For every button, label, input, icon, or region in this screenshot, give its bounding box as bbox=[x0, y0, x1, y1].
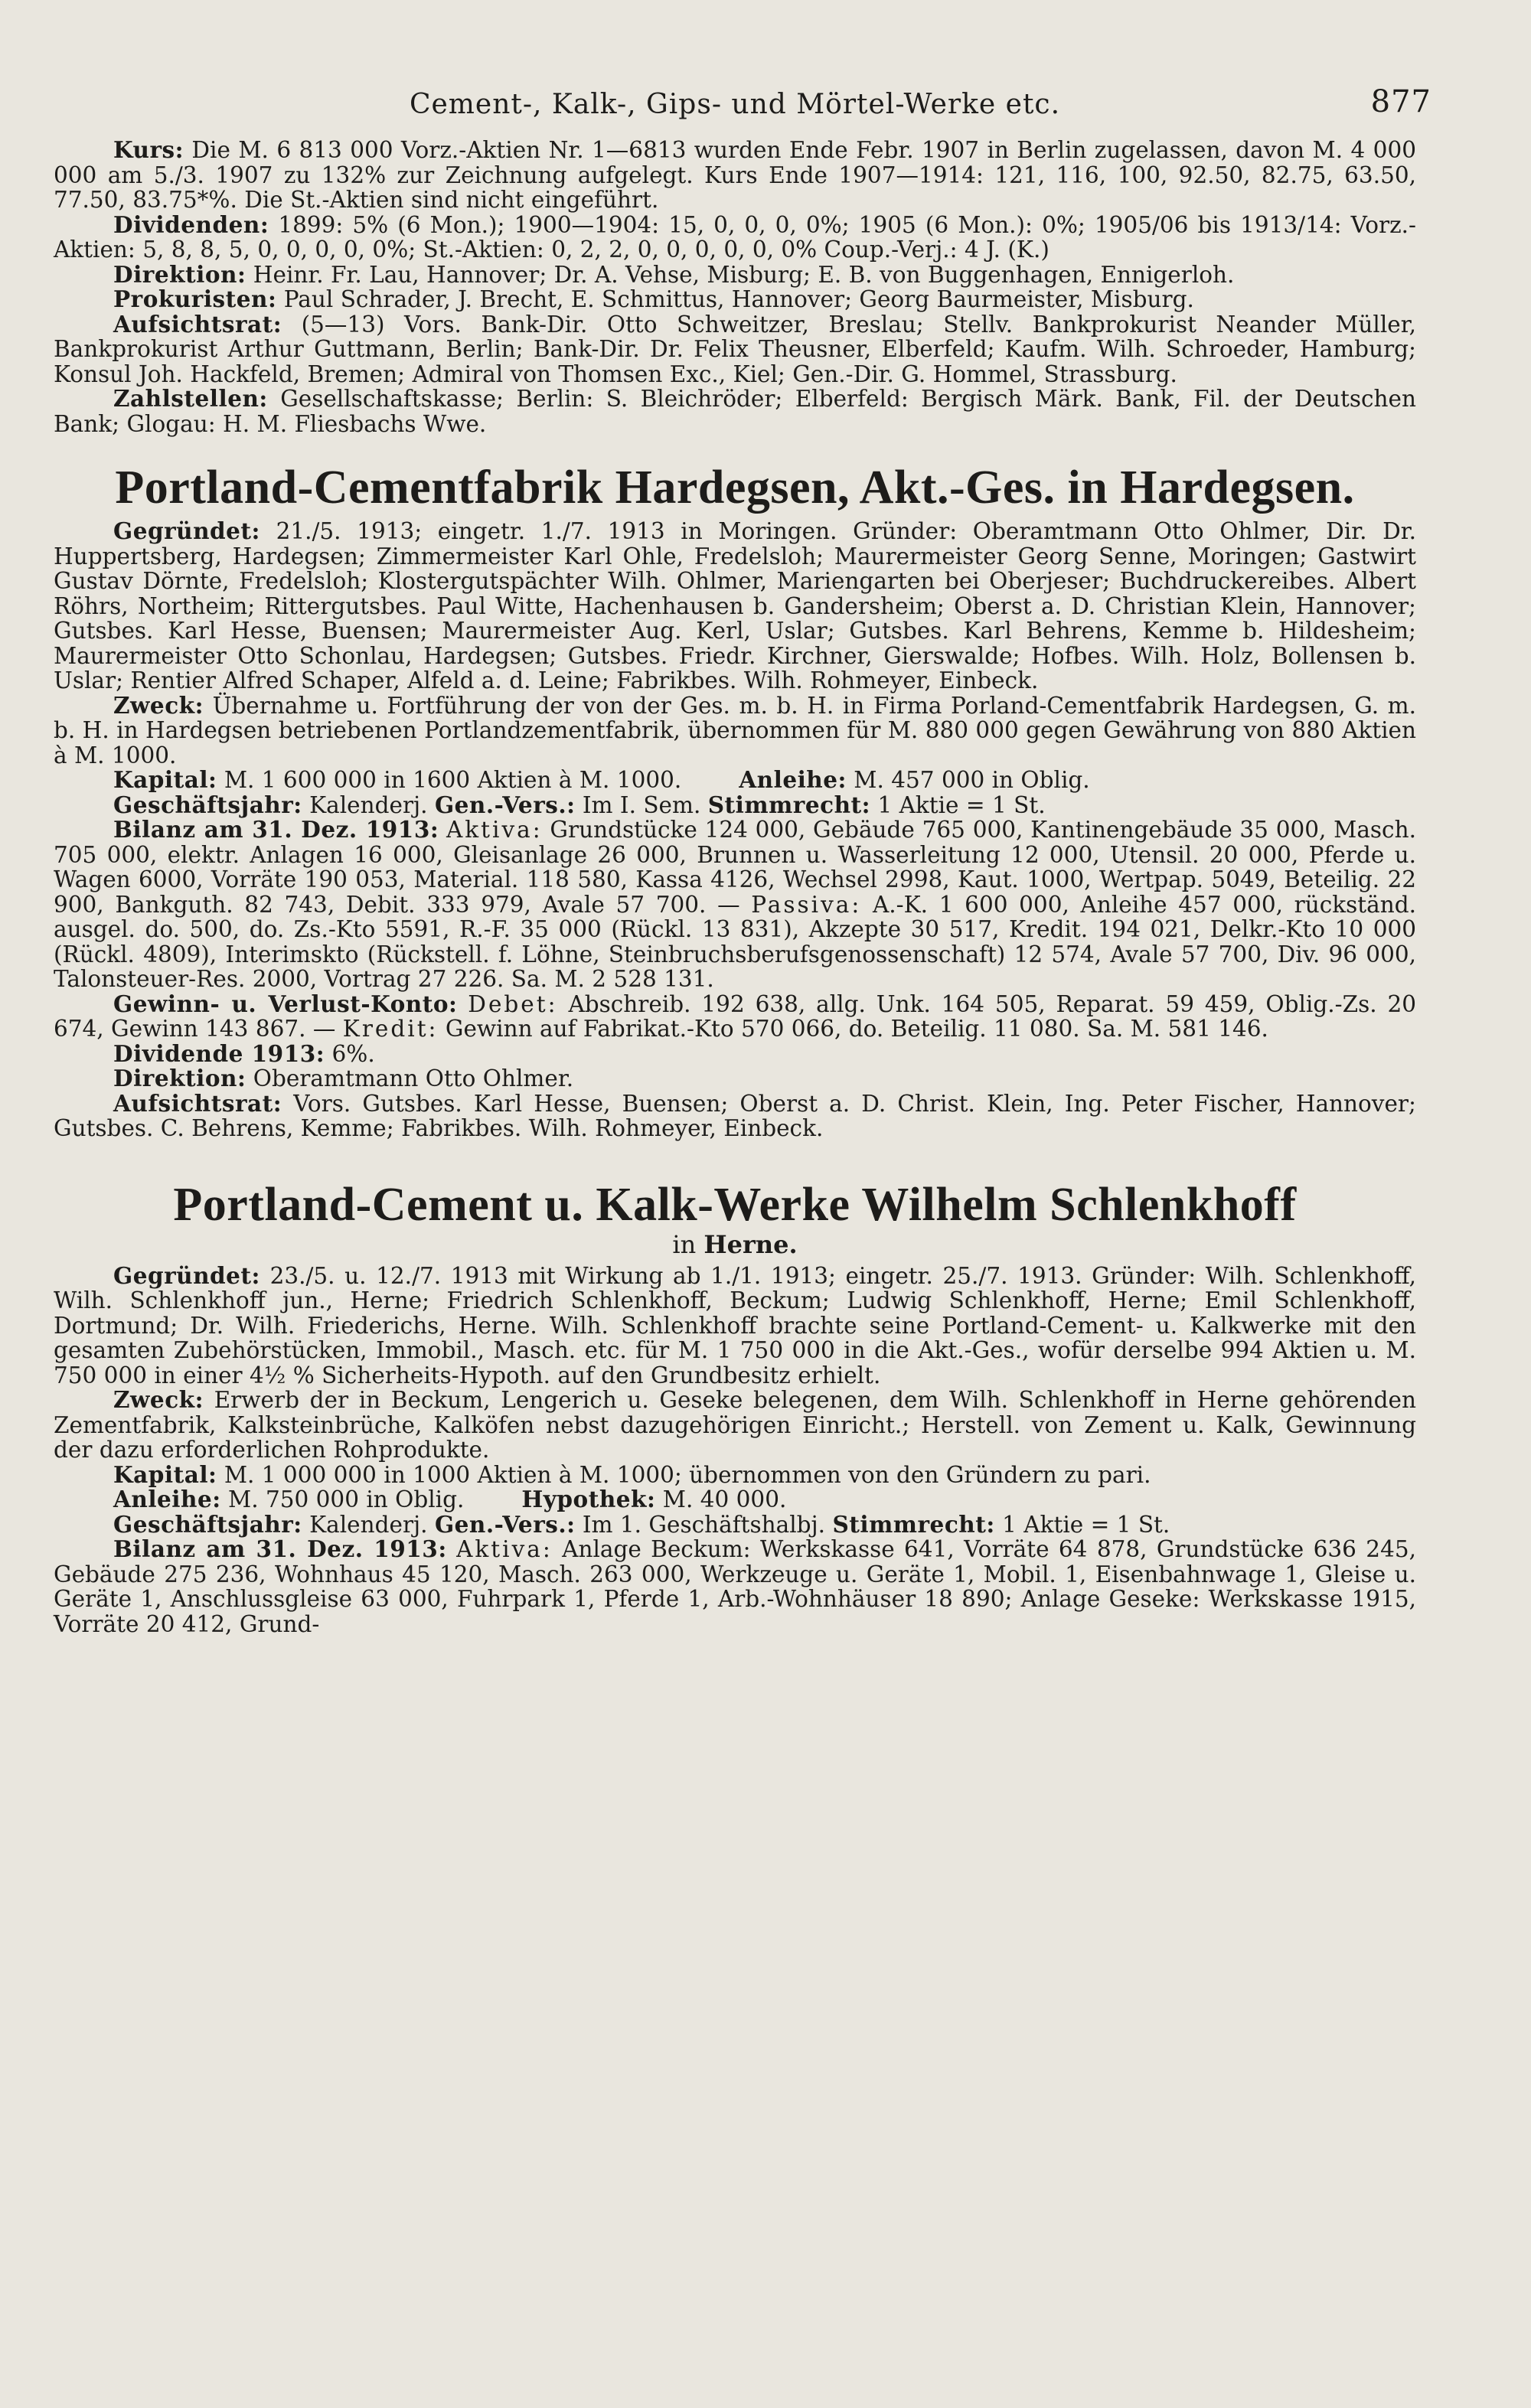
label-kapital-schlenkhoff: Kapital: bbox=[113, 1460, 217, 1488]
paragraph-dividenden bbox=[54, 210, 1416, 263]
text-aufsichtsrat: (5—13) Vors. Bank-Dir. Otto Schweitzer, Breslau; Stellv. Bankprokurist Neander Müller, Bankprokurist Arthur Guttmann, Berlin; Bank-Dir. Dr. Felix Theusner, Elberfeld; Kaufm. Wilh. Schroeder, Hamburg; Konsul Joh. Hackfeld, Bremen; Admiral von Thomsen Exc., Kiel; Gen.-Dir. G. Hommel, Strassburg. bbox=[54, 311, 1416, 387]
paragraph-dividende bbox=[54, 1039, 1416, 1067]
subtitle-prefix: in bbox=[672, 1229, 697, 1259]
text-geschaeftsjahr-schlenkhoff: Kalenderj. bbox=[309, 1511, 428, 1538]
label-gegruendet: Gegründet: bbox=[113, 517, 260, 544]
text-gegruendet: 21./5. 1913; eingetr. 1./7. 1913 in Moringen. Gründer: Oberamtmann Otto Ohlmer, Dir. Dr. Huppertsberg, Hardegsen; Zimmermeister Karl Ohle, Fredelsloh; Maurermeister Georg Senne, Moringen; Gastwirt Gustav Dörnte, Fredelsloh; Klostergutspächter Wilh. Ohlmer, Mariengarten bei Oberjeser; Buchdruckereibes. Albert Röhrs, Northeim; Rittergutsbes. Paul Witte, Hachenhausen b. Gandersheim; Oberst a. D. Christian Klein, Hannover; Gutsbes. Karl Hesse, Buensen; Maurermeister Aug. Kerl, Uslar; Gutsbes. Karl Behrens, Kemme b. Hildesheim; Maurermeister Otto Schonlau, Hardegsen; Gutsbes. Friedr. Kirchner, Gierswalde; Hofbes. Wilh. Holz, Bollensen b. Uslar; Rentier Alfred Schaper, Alfeld a. d. Leine; Fabrikbes. Wilh. Rohmeyer, Einbeck. bbox=[54, 518, 1416, 693]
label-stimmrecht-schlenkhoff: Stimmrecht: bbox=[832, 1510, 995, 1538]
page-number: 877 bbox=[1370, 84, 1431, 119]
label-passiva: Passiva: bbox=[751, 891, 862, 918]
label-zweck-schlenkhoff: Zweck: bbox=[113, 1386, 204, 1413]
text-anleihe-schlenkhoff: M. 750 000 in Oblig. bbox=[228, 1486, 465, 1512]
paragraph-kapital-schlenkhoff bbox=[54, 1460, 1416, 1488]
text-zweck: Übernahme u. Fortführung der von der Ges. m. b. H. in Firma Porland-Cementfabrik Hardegsen, G. m. b. H. in Hardegsen betriebenen Portlandzementfabrik, übernommen für M. 880 000 gegen Gewährung von 880 Aktien à M. 1000. bbox=[54, 692, 1416, 768]
subtitle-place: Herne. bbox=[703, 1229, 798, 1259]
label-gegruendet-schlenkhoff: Gegründet: bbox=[113, 1261, 260, 1289]
running-head-title: Cement-, Kalk-, Gips- und Mörtel-Werke etc. bbox=[409, 89, 1061, 120]
text-zahlstellen: Gesellschaftskasse; Berlin: S. Bleichröder; Elberfeld: Bergisch Märk. Bank, Fil. der Deutschen Bank; Glogau: H. M. Fliesbachs Wwe. bbox=[54, 386, 1416, 437]
paragraph-anleihe-schlenkhoff bbox=[54, 1487, 1416, 1512]
label-debet: Debet: bbox=[468, 990, 558, 1017]
label-kredit: Kredit: bbox=[342, 1016, 439, 1042]
text-kurs: Die M. 6 813 000 Vorz.-Aktien Nr. 1—6813 wurden Ende Febr. 1907 in Berlin zugelassen, davon M. 4 000 000 am 5./3. 1907 zu 132% zur Zeichnung aufgelegt. Kurs Ende 1907—1914: 121, 116, 100, 92.50, 82.75, 63.50, 77.50, 83.75*%. Die St.-Aktien sind nicht eingeführt. bbox=[54, 137, 1416, 213]
paragraph-gegruendet-schlenkhoff bbox=[54, 1261, 1416, 1388]
text-kapital: M. 1 600 000 in 1600 Aktien à M. 1000. bbox=[224, 767, 682, 793]
label-dividende: Dividende 1913: bbox=[113, 1039, 325, 1067]
paragraph-geschaeftsjahr bbox=[54, 793, 1416, 818]
paragraph-gegruendet bbox=[54, 519, 1416, 693]
text-passiva: A.-K. 1 600 000, Anleihe 457 000, rückständ. ausgel. do. 500, do. Zs.-Kto 5591, R.-F. 35 000 (Rückl. 13 831), Akzepte 30 517, Kredit. 194 021, Delkr.-Kto 10 000 (Rückl. 4809), Interimskto (Rückstell. f. Löhne, Steinbruchsberufsgenossenschaft) 12 574, Avale 57 700, Div. 96 000, Talonsteuer-Res. 2000, Vortrag 27 226. Sa. M. 2 528 131. bbox=[54, 891, 1416, 992]
text-zweck-schlenkhoff: Erwerb der in Beckum, Lengerich u. Geseke belegenen, dem Wilh. Schlenkhoff in Herne gehörenden Zementfabrik, Kalksteinbrüche, Kalköfen nebst dazugehörigen Einricht.; Herstell. von Zement u. Kalk, Gewinnung der dazu erforderlichen Rohprodukte. bbox=[54, 1387, 1416, 1463]
section-hardegsen bbox=[54, 462, 1416, 1141]
paragraph-gewinn bbox=[54, 992, 1416, 1042]
label-dividenden: Dividenden: bbox=[113, 210, 269, 238]
text-stimmrecht-schlenkhoff: 1 Aktie = 1 St. bbox=[1002, 1511, 1170, 1538]
label-zahlstellen: Zahlstellen: bbox=[113, 385, 268, 412]
company-title-hardegsen: Portland-Cementfabrik Hardegsen, Akt.-Ges. in Hardegsen. bbox=[115, 462, 1355, 514]
paragraph-aufsichtsrat bbox=[54, 312, 1416, 387]
paragraph-geschaeftsjahr-schlenkhoff bbox=[54, 1512, 1416, 1538]
text-dividende: 6%. bbox=[331, 1040, 375, 1067]
label-aktiva: Aktiva: bbox=[446, 817, 543, 843]
label-anleihe-schlenkhoff: Anleihe: bbox=[113, 1486, 221, 1512]
label-kapital: Kapital: bbox=[113, 766, 217, 793]
paragraph-bilanz bbox=[54, 817, 1416, 992]
label-bilanz: Bilanz am 31. Dez. 1913: bbox=[113, 816, 439, 843]
text-gegruendet-schlenkhoff: 23./5. u. 12./7. 1913 mit Wirkung ab 1./1. 1913; eingetr. 25./7. 1913. Gründer: Wilh. Schlenkhoff, Wilh. Schlenkhoff jun., Herne; Friedrich Schlenkhoff, Beckum; Ludwig Schlenkhoff, Herne; Emil Schlenkhoff, Dortmund; Dr. Wilh. Friederichs, Herne. Wilh. Schlenkhoff brachte seine Portland-Cement- u. Kalkwerke mit den gesamten Zubehörstücken, Immobil., Masch. etc. für M. 1 750 000 in die Akt.-Ges., wofür derselbe 994 Aktien u. M. 750 000 in einer 4½ % Sicherheits-Hypoth. auf den Grundbesitz erhielt. bbox=[54, 1262, 1416, 1388]
text-dividenden: 1899: 5% (6 Mon.); 1900—1904: 15, 0, 0, 0, 0%; 1905 (6 Mon.): 0%; 1905/06 bis 1913/14: Vorz.-Aktien: 5, 8, 8, 5, 0, 0, 0, 0, 0%; St.-Aktien: 0, 2, 2, 0, 0, 0, 0, 0, 0% Coup.-Verj.: 4 J. (K.) bbox=[54, 211, 1416, 263]
label-kurs: Kurs: bbox=[113, 136, 184, 163]
text-hypothek: M. 40 000. bbox=[662, 1486, 787, 1512]
label-gewinn: Gewinn- u. Verlust-Konto: bbox=[113, 990, 458, 1017]
label-bilanz-schlenkhoff: Bilanz am 31. Dez. 1913: bbox=[113, 1535, 447, 1562]
text-direktion-hardegsen: Oberamtmann Otto Ohlmer. bbox=[253, 1065, 574, 1091]
company-subtitle bbox=[54, 1230, 1416, 1259]
running-head bbox=[54, 84, 1431, 138]
text-direktion: Heinr. Fr. Lau, Hannover; Dr. A. Vehse, Misburg; E. B. von Buggenhagen, Ennigerloh. bbox=[253, 261, 1235, 288]
label-geschaeftsjahr-schlenkhoff: Geschäftsjahr: bbox=[113, 1510, 302, 1538]
label-stimmrecht: Stimmrecht: bbox=[707, 791, 871, 818]
label-aktiva-schlenkhoff: Aktiva: bbox=[456, 1536, 553, 1562]
paragraph-aufsichtsrat-hardegsen bbox=[54, 1091, 1416, 1141]
text-geschaeftsjahr: Kalenderj. bbox=[309, 791, 428, 818]
paragraph-direktion bbox=[54, 260, 1416, 288]
label-direktion-hardegsen: Direktion: bbox=[113, 1065, 246, 1091]
text-aufsichtsrat-hardegsen: Vors. Gutsbes. Karl Hesse, Buensen; Oberst a. D. Christ. Klein, Ing. Peter Fischer, Hannover; Gutsbes. C. Behrens, Kemme; Fabrikbes. Wilh. Rohmeyer, Einbeck. bbox=[54, 1090, 1416, 1141]
paragraph-direktion-hardegsen bbox=[54, 1066, 1416, 1091]
label-hypothek: Hypothek: bbox=[521, 1486, 656, 1512]
paragraph-kurs bbox=[54, 138, 1416, 213]
text-aktiva: Grundstücke 124 000, Gebäude 765 000, Kantinengebäude 35 000, Masch. 705 000, elektr. Anlagen 16 000, Gleisanlage 26 000, Brunnen u. Wasserleitung 12 000, Utensil. 20 000, Pferde u. Wagen 6000, Vorräte 190 053, Material. 118 580, Kassa 4126, Wechsel 2998, Kaut. 1000, Wertpap. 5049, Beteilig. 22 900, Bankguth. 82 743, Debit. 333 979, Avale 57 700. — bbox=[54, 817, 1416, 918]
label-genvers-schlenkhoff: Gen.-Vers.: bbox=[434, 1510, 576, 1538]
text-kapital-schlenkhoff: M. 1 000 000 in 1000 Aktien à M. 1000; übernommen von den Gründern zu pari. bbox=[224, 1461, 1151, 1488]
text-debet: Abschreib. 192 638, allg. Unk. 164 505, Reparat. 59 459, Oblig.-Zs. 20 674, Gewinn 143 867. — bbox=[54, 990, 1416, 1042]
label-anleihe: Anleihe: bbox=[739, 766, 847, 793]
paragraph-bilanz-schlenkhoff bbox=[54, 1537, 1416, 1636]
label-prokuristen: Prokuristen: bbox=[113, 286, 277, 312]
text-aktiva-schlenkhoff: Anlage Beckum: Werkskasse 641, Vorräte 64 878, Grundstücke 636 245, Gebäude 275 236, Wohnhaus 45 120, Masch. 263 000, Werkzeuge u. Geräte 1, Mobil. 1, Eisenbahnwage 1, Gleise u. Geräte 1, Anschlussgleise 63 000, Fuhrpark 1, Pferde 1, Arb.-Wohnhäuser 18 890; Anlage Geseke: Werkskasse 1915, Vorräte 20 412, Grund- bbox=[54, 1536, 1416, 1637]
label-zweck: Zweck: bbox=[113, 691, 204, 719]
paragraph-zahlstellen bbox=[54, 387, 1416, 436]
paragraph-zweck bbox=[54, 693, 1416, 768]
label-aufsichtsrat: Aufsichtsrat: bbox=[113, 310, 282, 338]
label-geschaeftsjahr: Geschäftsjahr: bbox=[113, 791, 302, 818]
label-aufsichtsrat-hardegsen: Aufsichtsrat: bbox=[113, 1089, 282, 1117]
label-genvers: Gen.-Vers.: bbox=[434, 791, 576, 818]
text-genvers: Im I. Sem. bbox=[582, 791, 701, 818]
section-previous-company bbox=[54, 138, 1416, 436]
label-direktion: Direktion: bbox=[113, 260, 246, 288]
text-anleihe: M. 457 000 in Oblig. bbox=[854, 767, 1090, 793]
company-title-schlenkhoff: Portland-Cement u. Kalk-Werke Wilhelm Schlenkhoff bbox=[173, 1178, 1297, 1231]
paragraph-zweck-schlenkhoff bbox=[54, 1388, 1416, 1463]
section-schlenkhoff bbox=[54, 1180, 1416, 1637]
text-kredit: Gewinn auf Fabrikat.-Kto 570 066, do. Beteilig. 11 080. Sa. M. 581 146. bbox=[445, 1016, 1268, 1042]
text-stimmrecht: 1 Aktie = 1 St. bbox=[877, 791, 1046, 818]
text-prokuristen: Paul Schrader, J. Brecht, E. Schmittus, Hannover; Georg Baurmeister, Misburg. bbox=[283, 286, 1194, 312]
paragraph-kapital bbox=[54, 768, 1416, 793]
text-genvers-schlenkhoff: Im 1. Geschäftshalbj. bbox=[582, 1511, 826, 1538]
paragraph-prokuristen bbox=[54, 287, 1416, 312]
